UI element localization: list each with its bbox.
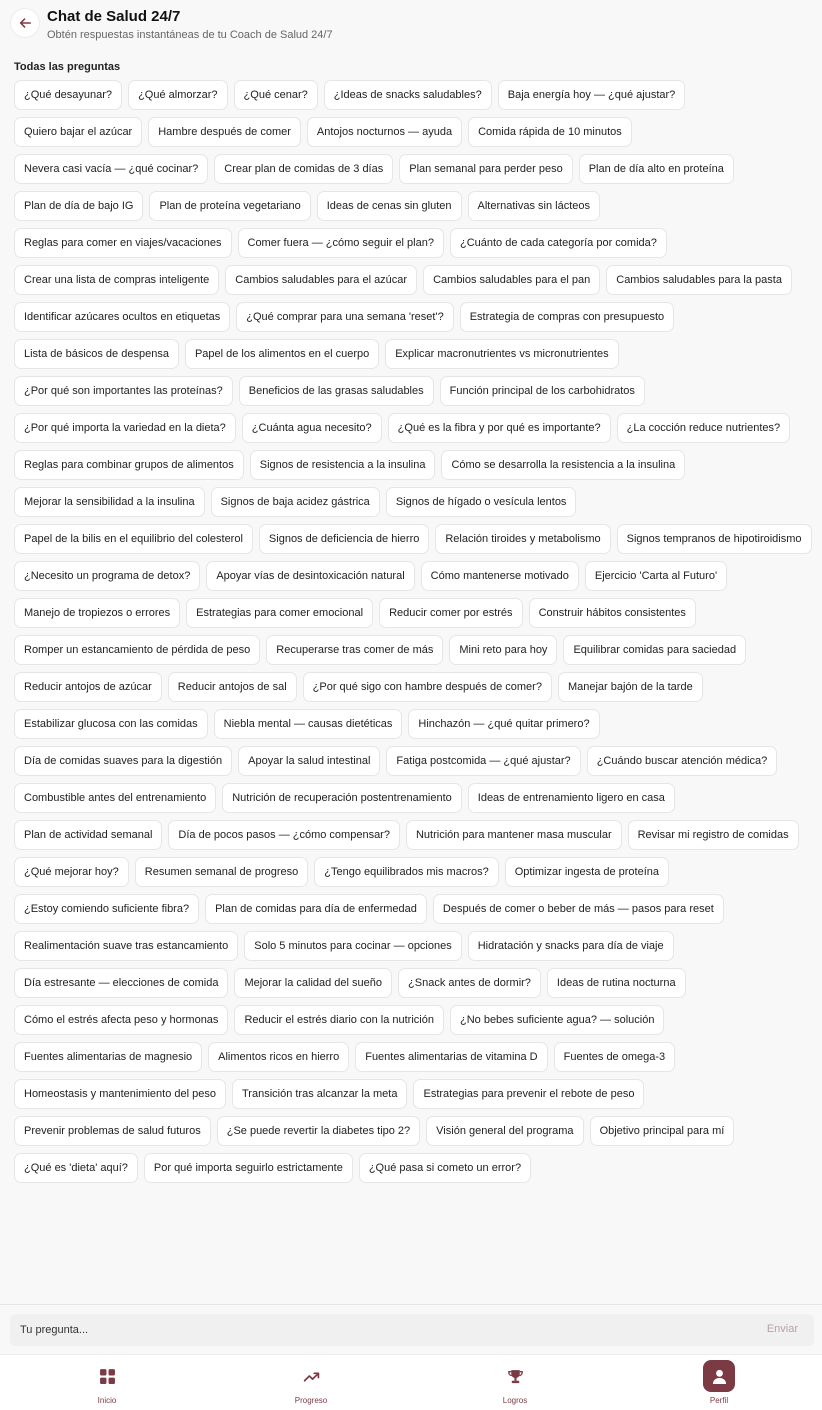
question-chip[interactable]: Resumen semanal de progreso bbox=[135, 857, 308, 887]
question-chip[interactable]: Día estresante — elecciones de comida bbox=[14, 968, 228, 998]
question-chip[interactable]: Objetivo principal para mí bbox=[590, 1116, 735, 1146]
question-chip[interactable]: ¿Tengo equilibrados mis macros? bbox=[314, 857, 498, 887]
question-chip[interactable]: Nutrición de recuperación postentrenamiento bbox=[222, 783, 462, 813]
question-chip[interactable]: Cómo se desarrolla la resistencia a la insulina bbox=[441, 450, 685, 480]
bottom-nav bbox=[0, 1354, 822, 1410]
page-title: Chat de Salud 24/7 bbox=[47, 8, 181, 25]
question-chip[interactable]: ¿Necesito un programa de detox? bbox=[14, 561, 200, 591]
grid-icon bbox=[91, 1360, 123, 1392]
question-chip[interactable]: ¿Qué comprar para una semana 'reset'? bbox=[236, 302, 453, 332]
question-chip[interactable]: Papel de la bilis en el equilibrio del colesterol bbox=[14, 524, 253, 554]
question-chip[interactable]: ¿No bebes suficiente agua? — solución bbox=[450, 1005, 664, 1035]
divider bbox=[0, 1304, 822, 1305]
question-chip[interactable]: Apoyar la salud intestinal bbox=[238, 746, 380, 776]
question-chip[interactable]: Revisar mi registro de comidas bbox=[628, 820, 799, 850]
question-chip[interactable]: ¿Se puede revertir la diabetes tipo 2? bbox=[217, 1116, 420, 1146]
question-chip[interactable]: Relación tiroides y metabolismo bbox=[435, 524, 610, 554]
question-chip[interactable]: Plan de proteína vegetariano bbox=[149, 191, 310, 221]
arrow-left-icon bbox=[18, 16, 32, 30]
question-chip[interactable]: Transición tras alcanzar la meta bbox=[232, 1079, 408, 1109]
question-chip[interactable]: Día de pocos pasos — ¿cómo compensar? bbox=[168, 820, 400, 850]
question-chip[interactable]: Manejar bajón de la tarde bbox=[558, 672, 703, 702]
question-chip[interactable]: Recuperarse tras comer de más bbox=[266, 635, 443, 665]
question-chip[interactable]: Después de comer o beber de más — pasos para reset bbox=[433, 894, 724, 924]
nav-label-progreso: Progreso bbox=[294, 1396, 328, 1405]
question-chip[interactable]: Fatiga postcomida — ¿qué ajustar? bbox=[386, 746, 580, 776]
nav-item-perfil[interactable] bbox=[669, 1355, 769, 1410]
question-chip[interactable]: Antojos nocturnos — ayuda bbox=[307, 117, 462, 147]
question-chip[interactable]: ¿Por qué son importantes las proteínas? bbox=[14, 376, 233, 406]
question-chip[interactable]: Plan de comidas para día de enfermedad bbox=[205, 894, 427, 924]
question-chip[interactable]: Estrategias para prevenir el rebote de peso bbox=[413, 1079, 644, 1109]
question-chip[interactable]: Estabilizar glucosa con las comidas bbox=[14, 709, 208, 739]
question-chip[interactable]: Apoyar vías de desintoxicación natural bbox=[206, 561, 414, 591]
question-chip[interactable]: ¿Cuándo buscar atención médica? bbox=[587, 746, 778, 776]
question-chip[interactable]: Hambre después de comer bbox=[148, 117, 301, 147]
question-chip[interactable]: Beneficios de las grasas saludables bbox=[239, 376, 434, 406]
question-chip[interactable]: ¿Qué es la fibra y por qué es importante? bbox=[388, 413, 611, 443]
nav-label-inicio: Inicio bbox=[97, 1396, 117, 1405]
question-chip[interactable]: ¿Qué almorzar? bbox=[128, 80, 227, 110]
question-chip[interactable]: Papel de los alimentos en el cuerpo bbox=[185, 339, 379, 369]
question-chip[interactable]: Combustible antes del entrenamiento bbox=[14, 783, 216, 813]
question-chip[interactable]: Plan de día de bajo IG bbox=[14, 191, 143, 221]
question-chip[interactable]: ¿Por qué sigo con hambre después de comer? bbox=[303, 672, 552, 702]
question-chip[interactable]: Romper un estancamiento de pérdida de peso bbox=[14, 635, 260, 665]
question-chip[interactable]: Manejo de tropiezos o errores bbox=[14, 598, 180, 628]
question-chip[interactable]: Optimizar ingesta de proteína bbox=[505, 857, 669, 887]
question-chip[interactable]: Homeostasis y mantenimiento del peso bbox=[14, 1079, 226, 1109]
question-chip[interactable]: Mejorar la sensibilidad a la insulina bbox=[14, 487, 205, 517]
question-chip[interactable]: Cómo mantenerse motivado bbox=[421, 561, 579, 591]
trend-up-icon bbox=[295, 1360, 327, 1392]
question-chip[interactable]: Reducir el estrés diario con la nutrición bbox=[234, 1005, 444, 1035]
question-chip[interactable]: Cómo el estrés afecta peso y hormonas bbox=[14, 1005, 228, 1035]
question-chip[interactable]: Comida rápida de 10 minutos bbox=[468, 117, 632, 147]
page-subtitle: Obtén respuestas instantáneas de tu Coach de Salud 24/7 bbox=[47, 29, 333, 41]
question-chip[interactable]: Visión general del programa bbox=[426, 1116, 583, 1146]
question-chip[interactable]: ¿Qué mejorar hoy? bbox=[14, 857, 129, 887]
question-chip[interactable]: Prevenir problemas de salud futuros bbox=[14, 1116, 211, 1146]
question-chip[interactable]: Reducir antojos de sal bbox=[168, 672, 297, 702]
trophy-icon bbox=[499, 1360, 531, 1392]
question-chip[interactable]: Reducir antojos de azúcar bbox=[14, 672, 162, 702]
user-icon bbox=[703, 1360, 735, 1392]
question-chip[interactable]: Por qué importa seguirlo estrictamente bbox=[144, 1153, 353, 1183]
question-input[interactable] bbox=[10, 1314, 750, 1346]
question-chip[interactable]: Realimentación suave tras estancamiento bbox=[14, 931, 238, 961]
question-chip[interactable]: ¿Estoy comiendo suficiente fibra? bbox=[14, 894, 199, 924]
question-chip[interactable]: ¿Cuánta agua necesito? bbox=[242, 413, 382, 443]
question-chip[interactable]: Signos tempranos de hipotiroidismo bbox=[617, 524, 812, 554]
question-chip[interactable]: Mini reto para hoy bbox=[449, 635, 557, 665]
question-chip[interactable]: Solo 5 minutos para cocinar — opciones bbox=[244, 931, 462, 961]
question-chip[interactable]: Signos de deficiencia de hierro bbox=[259, 524, 429, 554]
question-chip[interactable]: Signos de resistencia a la insulina bbox=[250, 450, 436, 480]
header bbox=[0, 0, 822, 50]
question-chip[interactable]: Estrategia de compras con presupuesto bbox=[460, 302, 674, 332]
section-label: Todas las preguntas bbox=[14, 61, 121, 73]
question-chip[interactable]: Fuentes alimentarias de vitamina D bbox=[355, 1042, 547, 1072]
question-chip[interactable]: Construir hábitos consistentes bbox=[529, 598, 696, 628]
question-chip[interactable]: ¿Qué es 'dieta' aquí? bbox=[14, 1153, 138, 1183]
question-chip[interactable]: Día de comidas suaves para la digestión bbox=[14, 746, 232, 776]
question-chip[interactable]: Plan semanal para perder peso bbox=[399, 154, 572, 184]
question-chip[interactable]: Ideas de rutina nocturna bbox=[547, 968, 686, 998]
question-chip-list bbox=[14, 80, 814, 1183]
question-chip[interactable]: Signos de hígado o vesícula lentos bbox=[386, 487, 577, 517]
question-chip[interactable]: Cambios saludables para el azúcar bbox=[225, 265, 417, 295]
question-chip[interactable]: Mejorar la calidad del sueño bbox=[234, 968, 392, 998]
question-chip[interactable]: Hidratación y snacks para día de viaje bbox=[468, 931, 674, 961]
question-chip[interactable]: Alternativas sin lácteos bbox=[468, 191, 601, 221]
question-chip[interactable]: Crear una lista de compras inteligente bbox=[14, 265, 219, 295]
question-chip[interactable]: ¿Ideas de snacks saludables? bbox=[324, 80, 492, 110]
question-chip[interactable]: Reglas para comer en viajes/vacaciones bbox=[14, 228, 232, 258]
nav-label-perfil: Perfil bbox=[709, 1396, 729, 1405]
composer bbox=[10, 1314, 814, 1346]
nav-label-logros: Logros bbox=[502, 1396, 528, 1405]
question-chip[interactable]: ¿Qué pasa si cometo un error? bbox=[359, 1153, 531, 1183]
send-button[interactable]: Enviar bbox=[766, 1323, 798, 1335]
nav-item-inicio[interactable] bbox=[57, 1355, 157, 1410]
question-chip[interactable]: Cambios saludables para el pan bbox=[423, 265, 600, 295]
question-chip[interactable]: Alimentos ricos en hierro bbox=[208, 1042, 349, 1072]
question-chip[interactable]: ¿Por qué importa la variedad en la dieta? bbox=[14, 413, 236, 443]
question-chip[interactable]: Plan de actividad semanal bbox=[14, 820, 162, 850]
question-chip[interactable]: Reducir comer por estrés bbox=[379, 598, 523, 628]
question-chip[interactable]: Quiero bajar el azúcar bbox=[14, 117, 142, 147]
question-chip[interactable]: ¿Cuánto de cada categoría por comida? bbox=[450, 228, 667, 258]
question-chip[interactable]: Identificar azúcares ocultos en etiquetas bbox=[14, 302, 230, 332]
question-chip[interactable]: ¿Snack antes de dormir? bbox=[398, 968, 541, 998]
question-chip[interactable]: ¿Qué cenar? bbox=[234, 80, 318, 110]
question-chip[interactable]: ¿La cocción reduce nutrientes? bbox=[617, 413, 790, 443]
question-chip[interactable]: Ejercicio 'Carta al Futuro' bbox=[585, 561, 727, 591]
question-chip[interactable]: Fuentes de omega-3 bbox=[554, 1042, 676, 1072]
back-button[interactable] bbox=[10, 8, 40, 38]
question-chip[interactable]: Ideas de cenas sin gluten bbox=[317, 191, 462, 221]
question-chip[interactable]: Nevera casi vacía — ¿qué cocinar? bbox=[14, 154, 208, 184]
question-chip[interactable]: Reglas para combinar grupos de alimentos bbox=[14, 450, 244, 480]
question-chip[interactable]: ¿Qué desayunar? bbox=[14, 80, 122, 110]
nav-item-logros[interactable] bbox=[465, 1355, 565, 1410]
question-chip[interactable]: Signos de baja acidez gástrica bbox=[211, 487, 380, 517]
question-chip[interactable]: Cambios saludables para la pasta bbox=[606, 265, 792, 295]
nav-item-progreso[interactable] bbox=[261, 1355, 361, 1410]
question-chip[interactable]: Baja energía hoy — ¿qué ajustar? bbox=[498, 80, 686, 110]
question-chip[interactable]: Estrategias para comer emocional bbox=[186, 598, 373, 628]
question-chip[interactable]: Explicar macronutrientes vs micronutrientes bbox=[385, 339, 618, 369]
question-chip[interactable]: Crear plan de comidas de 3 días bbox=[214, 154, 393, 184]
question-chip[interactable]: Lista de básicos de despensa bbox=[14, 339, 179, 369]
question-chip[interactable]: Niebla mental — causas dietéticas bbox=[214, 709, 403, 739]
question-chip[interactable]: Nutrición para mantener masa muscular bbox=[406, 820, 622, 850]
question-chip[interactable]: Comer fuera — ¿cómo seguir el plan? bbox=[238, 228, 444, 258]
question-chip[interactable]: Fuentes alimentarias de magnesio bbox=[14, 1042, 202, 1072]
question-chip[interactable]: Hinchazón — ¿qué quitar primero? bbox=[408, 709, 599, 739]
question-chip[interactable]: Ideas de entrenamiento ligero en casa bbox=[468, 783, 675, 813]
question-chip[interactable]: Plan de día alto en proteína bbox=[579, 154, 734, 184]
question-chip[interactable]: Función principal de los carbohidratos bbox=[440, 376, 645, 406]
question-chip[interactable]: Equilibrar comidas para saciedad bbox=[563, 635, 746, 665]
